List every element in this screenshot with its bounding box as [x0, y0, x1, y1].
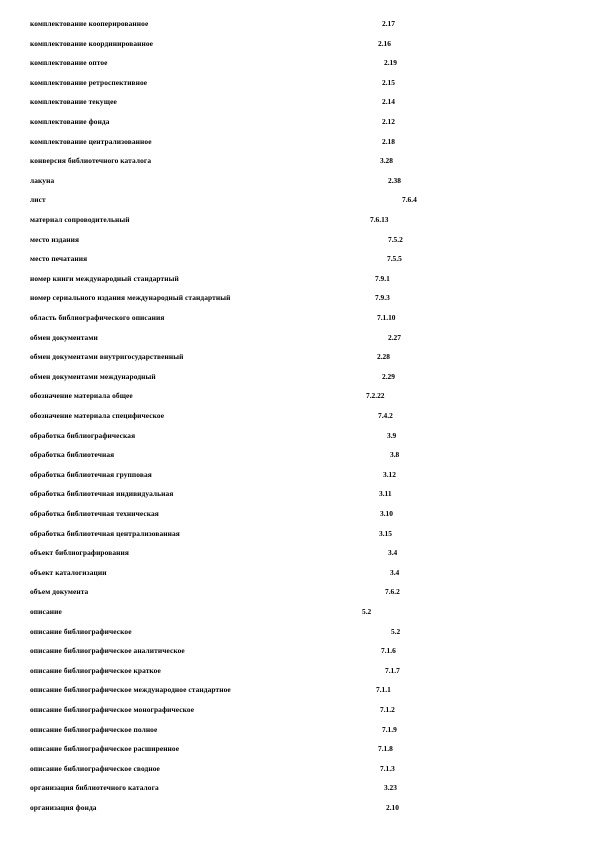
- index-entry: [30, 489, 550, 499]
- index-term: описание библиографическое сводное: [30, 763, 160, 773]
- index-term: обработка библиотечная: [30, 450, 115, 460]
- index-ref: 2.38: [388, 175, 401, 185]
- index-entry: [30, 725, 550, 735]
- index-entry: [30, 19, 550, 29]
- index-ref: 3.4: [390, 567, 400, 577]
- index-term: комплектование координированное: [30, 38, 154, 48]
- index-ref: 7.1.8: [378, 744, 393, 754]
- index-ref: 2.17: [382, 19, 395, 28]
- index-ref: 3.15: [379, 528, 392, 538]
- index-entry: [30, 97, 550, 107]
- index-entry: [30, 156, 550, 166]
- index-term: организация библиотечного каталога: [30, 783, 159, 793]
- index-term: место печатания: [30, 254, 88, 264]
- index-term: место издания: [30, 234, 80, 244]
- index-ref: 2.10: [386, 803, 399, 812]
- index-term: обработка библиотечная групповая: [30, 469, 152, 479]
- index-term: комплектование оптое: [30, 58, 108, 68]
- index-term: комплектование кооперированное: [30, 19, 149, 28]
- index-ref: 3.10: [380, 509, 393, 518]
- index-term: область библиографического описания: [30, 313, 165, 322]
- index-ref: 7.1.1: [376, 685, 391, 695]
- index-entry: [30, 372, 550, 382]
- index-ref: 7.2.22: [366, 391, 385, 401]
- index-term: обмен документами международный: [30, 371, 156, 381]
- index-ref: 5.2: [391, 626, 401, 636]
- index-ref: 2.29: [382, 371, 395, 381]
- index-term: лакуна: [30, 175, 55, 185]
- index-ref: 2.18: [382, 136, 395, 146]
- index-entry: [30, 58, 550, 68]
- index-entry: [30, 627, 550, 637]
- index-ref: 5.2: [362, 607, 372, 616]
- index-entry: [30, 137, 550, 147]
- index-entry: [30, 705, 550, 715]
- index-term: обмен документами внутригосударственный: [30, 352, 184, 362]
- index-ref: 2.28: [377, 352, 390, 362]
- index-ref: 3.4: [388, 548, 398, 558]
- index-entry: [30, 352, 550, 362]
- index-ref: 7.1.2: [380, 705, 395, 714]
- index-entry: [30, 685, 550, 695]
- index-term: описание библиографическое: [30, 626, 132, 636]
- index-entry: [30, 274, 550, 284]
- index-term: описание библиографическое монографическое: [30, 705, 195, 714]
- index-ref: 2.15: [382, 77, 395, 87]
- index-ref: 7.4.2: [378, 411, 393, 420]
- index-entry: [30, 548, 550, 558]
- index-entry: [30, 78, 550, 88]
- index-ref: 2.14: [382, 97, 395, 107]
- index-term: комплектование централизованное: [30, 136, 152, 146]
- index-entry: [30, 411, 550, 421]
- index-term: материал сопроводительный: [30, 215, 130, 224]
- index-ref: 7.6.4: [402, 195, 417, 205]
- index-term: обработка библиотечная индивидуальная: [30, 489, 174, 499]
- index-term: обозначение материала общее: [30, 391, 133, 401]
- index-entry: [30, 783, 550, 793]
- index-entry: [30, 666, 550, 676]
- index-entry: [30, 470, 550, 480]
- index-ref: 2.27: [388, 332, 401, 342]
- index-entry: [30, 646, 550, 656]
- index-ref: 3.9: [387, 430, 397, 440]
- index-term: лист: [30, 195, 46, 205]
- index-term: комплектование фонда: [30, 117, 110, 126]
- index-ref: 7.1.3: [380, 763, 395, 773]
- index-entry: [30, 607, 550, 617]
- index-entry: [30, 568, 550, 578]
- index-entry: [30, 431, 550, 441]
- index-term: комплектование ретроспективное: [30, 77, 148, 87]
- index-entry: [30, 254, 550, 264]
- index-entry: [30, 509, 550, 519]
- index-ref: 7.5.2: [388, 234, 403, 244]
- index-term: описание библиографическое международное стандартное: [30, 685, 231, 695]
- index-term: обработка библиографическая: [30, 430, 136, 440]
- index-entry: [30, 391, 550, 401]
- index-term: описание библиографическое полное: [30, 724, 158, 734]
- index-ref: 2.19: [384, 58, 397, 68]
- index-term: комплектование текущее: [30, 97, 117, 107]
- index-ref: 2.16: [378, 38, 391, 48]
- index-entry: [30, 313, 550, 323]
- index-entry: [30, 744, 550, 754]
- index-entry: [30, 764, 550, 774]
- index-entry: [30, 529, 550, 539]
- index-entry: [30, 215, 550, 225]
- index-term: объект библиографирования: [30, 548, 129, 558]
- index-ref: 7.6.2: [385, 587, 400, 597]
- index-entry: [30, 293, 550, 303]
- index-term: обозначение материала специфическое: [30, 411, 165, 420]
- index-entry: [30, 803, 550, 813]
- index-term: описание: [30, 607, 62, 616]
- index-ref: 3.11: [379, 489, 392, 499]
- index-term: конверсия библиотечного каталога: [30, 156, 152, 166]
- index-term: описание библиографическое краткое: [30, 665, 161, 675]
- index-ref: 7.1.9: [382, 724, 397, 734]
- index-ref: 3.8: [390, 450, 400, 460]
- index-entry: [30, 195, 550, 205]
- index-term: объем документа: [30, 587, 89, 597]
- index-entry: [30, 117, 550, 127]
- index-entry: [30, 176, 550, 186]
- index-term: описание библиографическое расширенное: [30, 744, 180, 754]
- index-term: обработка библиотечная централизованная: [30, 528, 180, 538]
- index-term: обмен документами: [30, 332, 98, 342]
- index-ref: 7.1.6: [381, 646, 396, 656]
- index-term: обработка библиотечная техническая: [30, 509, 159, 518]
- index-term: объект каталогизации: [30, 567, 107, 577]
- index-term: номер сериального издания международный стандартный: [30, 293, 231, 303]
- index-ref: 7.5.5: [387, 254, 402, 264]
- index-term: организация фонда: [30, 803, 97, 812]
- index-ref: 2.12: [382, 117, 395, 126]
- index-entry: [30, 333, 550, 343]
- index-entry: [30, 235, 550, 245]
- index-ref: 7.6.13: [370, 215, 389, 224]
- index-ref: 7.9.3: [375, 293, 390, 303]
- index-ref: 7.9.1: [375, 273, 390, 283]
- index-ref: 3.23: [384, 783, 397, 793]
- index-term: номер книги международный стандартный: [30, 273, 179, 283]
- index-ref: 7.1.7: [385, 665, 400, 675]
- index-ref: 3.28: [380, 156, 393, 166]
- index-ref: 3.12: [383, 469, 396, 479]
- index-entry: [30, 587, 550, 597]
- index-entry: [30, 450, 550, 460]
- index-entry: [30, 39, 550, 49]
- index-ref: 7.1.10: [377, 313, 396, 322]
- index-term: описание библиографическое аналитическое: [30, 646, 185, 656]
